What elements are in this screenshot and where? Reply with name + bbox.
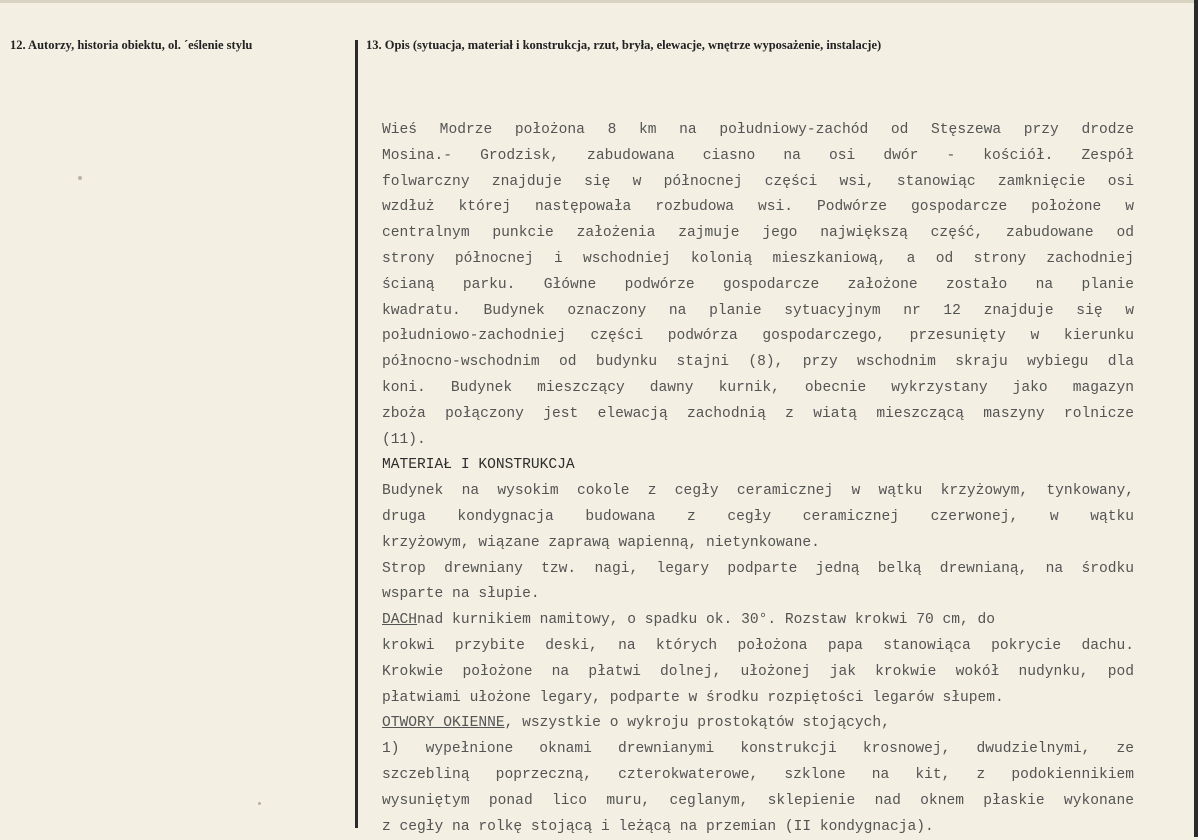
paper-speck [78,176,82,180]
section-heading-material: MATERIAŁ I KONSTRUKCJA [382,457,575,474]
text-line: kwadratu. Budynek oznaczony na planie sytuacyjnym nr 12 znajduje się w [382,302,1134,319]
text-line: koni. Budynek mieszczący dawny kurnik, obecnie wykrzystany jako magazyn [382,379,1134,396]
text-line: południowo-zachodniej części podwórza gospodarczego, przesunięty w kierunku [382,328,1134,345]
text-line: północno-wschodnim od budynku stajni (8), przy wschodnim skraju wybiegu dla [382,354,1134,371]
text-line: szczebliną poprzeczną, czterokwaterowe, szklone na kit, z podokiennikiem [382,766,1134,783]
text-line: Mosina.- Grodzisk, zabudowana ciasno na osi dwór - kościół. Zespół [382,147,1134,164]
text-line-dach [382,608,1134,634]
text-line: wzdłuż której następowała rozbudowa wsi. Podwórze gospodarcze położone w [382,199,1134,216]
text-line-otwory [382,711,1134,737]
text-line: Budynek na wysokim cokole z cegły ceramicznej w wątku krzyżowym, tynkowany, [382,483,1134,500]
text-line: 1) wypełnione oknami drewnianymi konstrukcji krosnowej, dwudzielnymi, ze [382,741,1134,758]
column-divider [355,40,358,828]
text-line: ścianą parku. Główne podwórze gospodarcze założone zostało na planie [382,276,1134,293]
otwory-label: OTWORY OKIENNE [382,715,505,732]
otwory-text: , wszystkie o wykroju prostokątów stojących, [504,715,890,732]
text-line: zboża połączony jest elewacją zachodnią z wiatą mieszczącą maszyny rolnicze [382,405,1134,422]
page-right-edge [1194,0,1198,837]
page-top-edge [0,0,1198,3]
text-line: strony północnej i wschodniej kolonią mieszkaniową, a od strony zachodniej [382,250,1134,267]
text-line: Strop drewniany tzw. nagi, legary podparte jedną belką drewnianą, na środku [382,560,1134,577]
text-line: krzyżowym, wiązane zaprawą wapienną, nietynkowane. [382,534,820,551]
description-text [382,118,1134,840]
text-line: wysuniętym ponad lico muru, ceglanym, sklepienie nad oknem płaskie wykonane [382,792,1134,809]
dach-label: DACH [382,612,418,629]
paper-speck [258,802,261,805]
text-line: krokwi przybite deski, na których położona papa stanowiąca pokrycie dachu. [382,637,1134,654]
text-line: z cegły na rolkę stojącą i leżącą na przemian (II kondygnacja). [382,818,934,835]
text-line: płatwiami ułożone legary, podparte w środku rozpiętości legarów słupem. [382,689,1004,706]
text-line: Krokwie położone na płatwi dolnej, ułożonej jak krokwie wokół nudynku, pod [382,663,1134,680]
section-13-header: 13. Opis (sytuacja, materiał i konstrukcja, rzut, bryła, elewacje, wnętrze wyposażenie, instalacje) [366,38,882,52]
text-line: wsparte na słupie. [382,586,540,603]
text-line: centralnym punkcie założenia zajmuje jego największą część, zabudowane od [382,225,1134,242]
text-line: Wieś Modrze położona 8 km na południowy-zachód od Stęszewa przy drodze [382,122,1134,138]
dach-text: nad kurnikiem namitowy, o spadku ok. 30°. Rozstaw krokwi 70 cm, do [417,612,996,629]
text-line: folwarczny znajduje się w północnej części wsi, stanowiąc zamknięcie osi [382,173,1134,190]
text-line: (11). [382,431,426,448]
text-line: druga kondygnacja budowana z cegły ceramicznej czerwonej, w wątku [382,508,1134,525]
section-12-header: 12. Autorzy, historia obiektu, ol. ´eślenie stylu [10,38,253,52]
